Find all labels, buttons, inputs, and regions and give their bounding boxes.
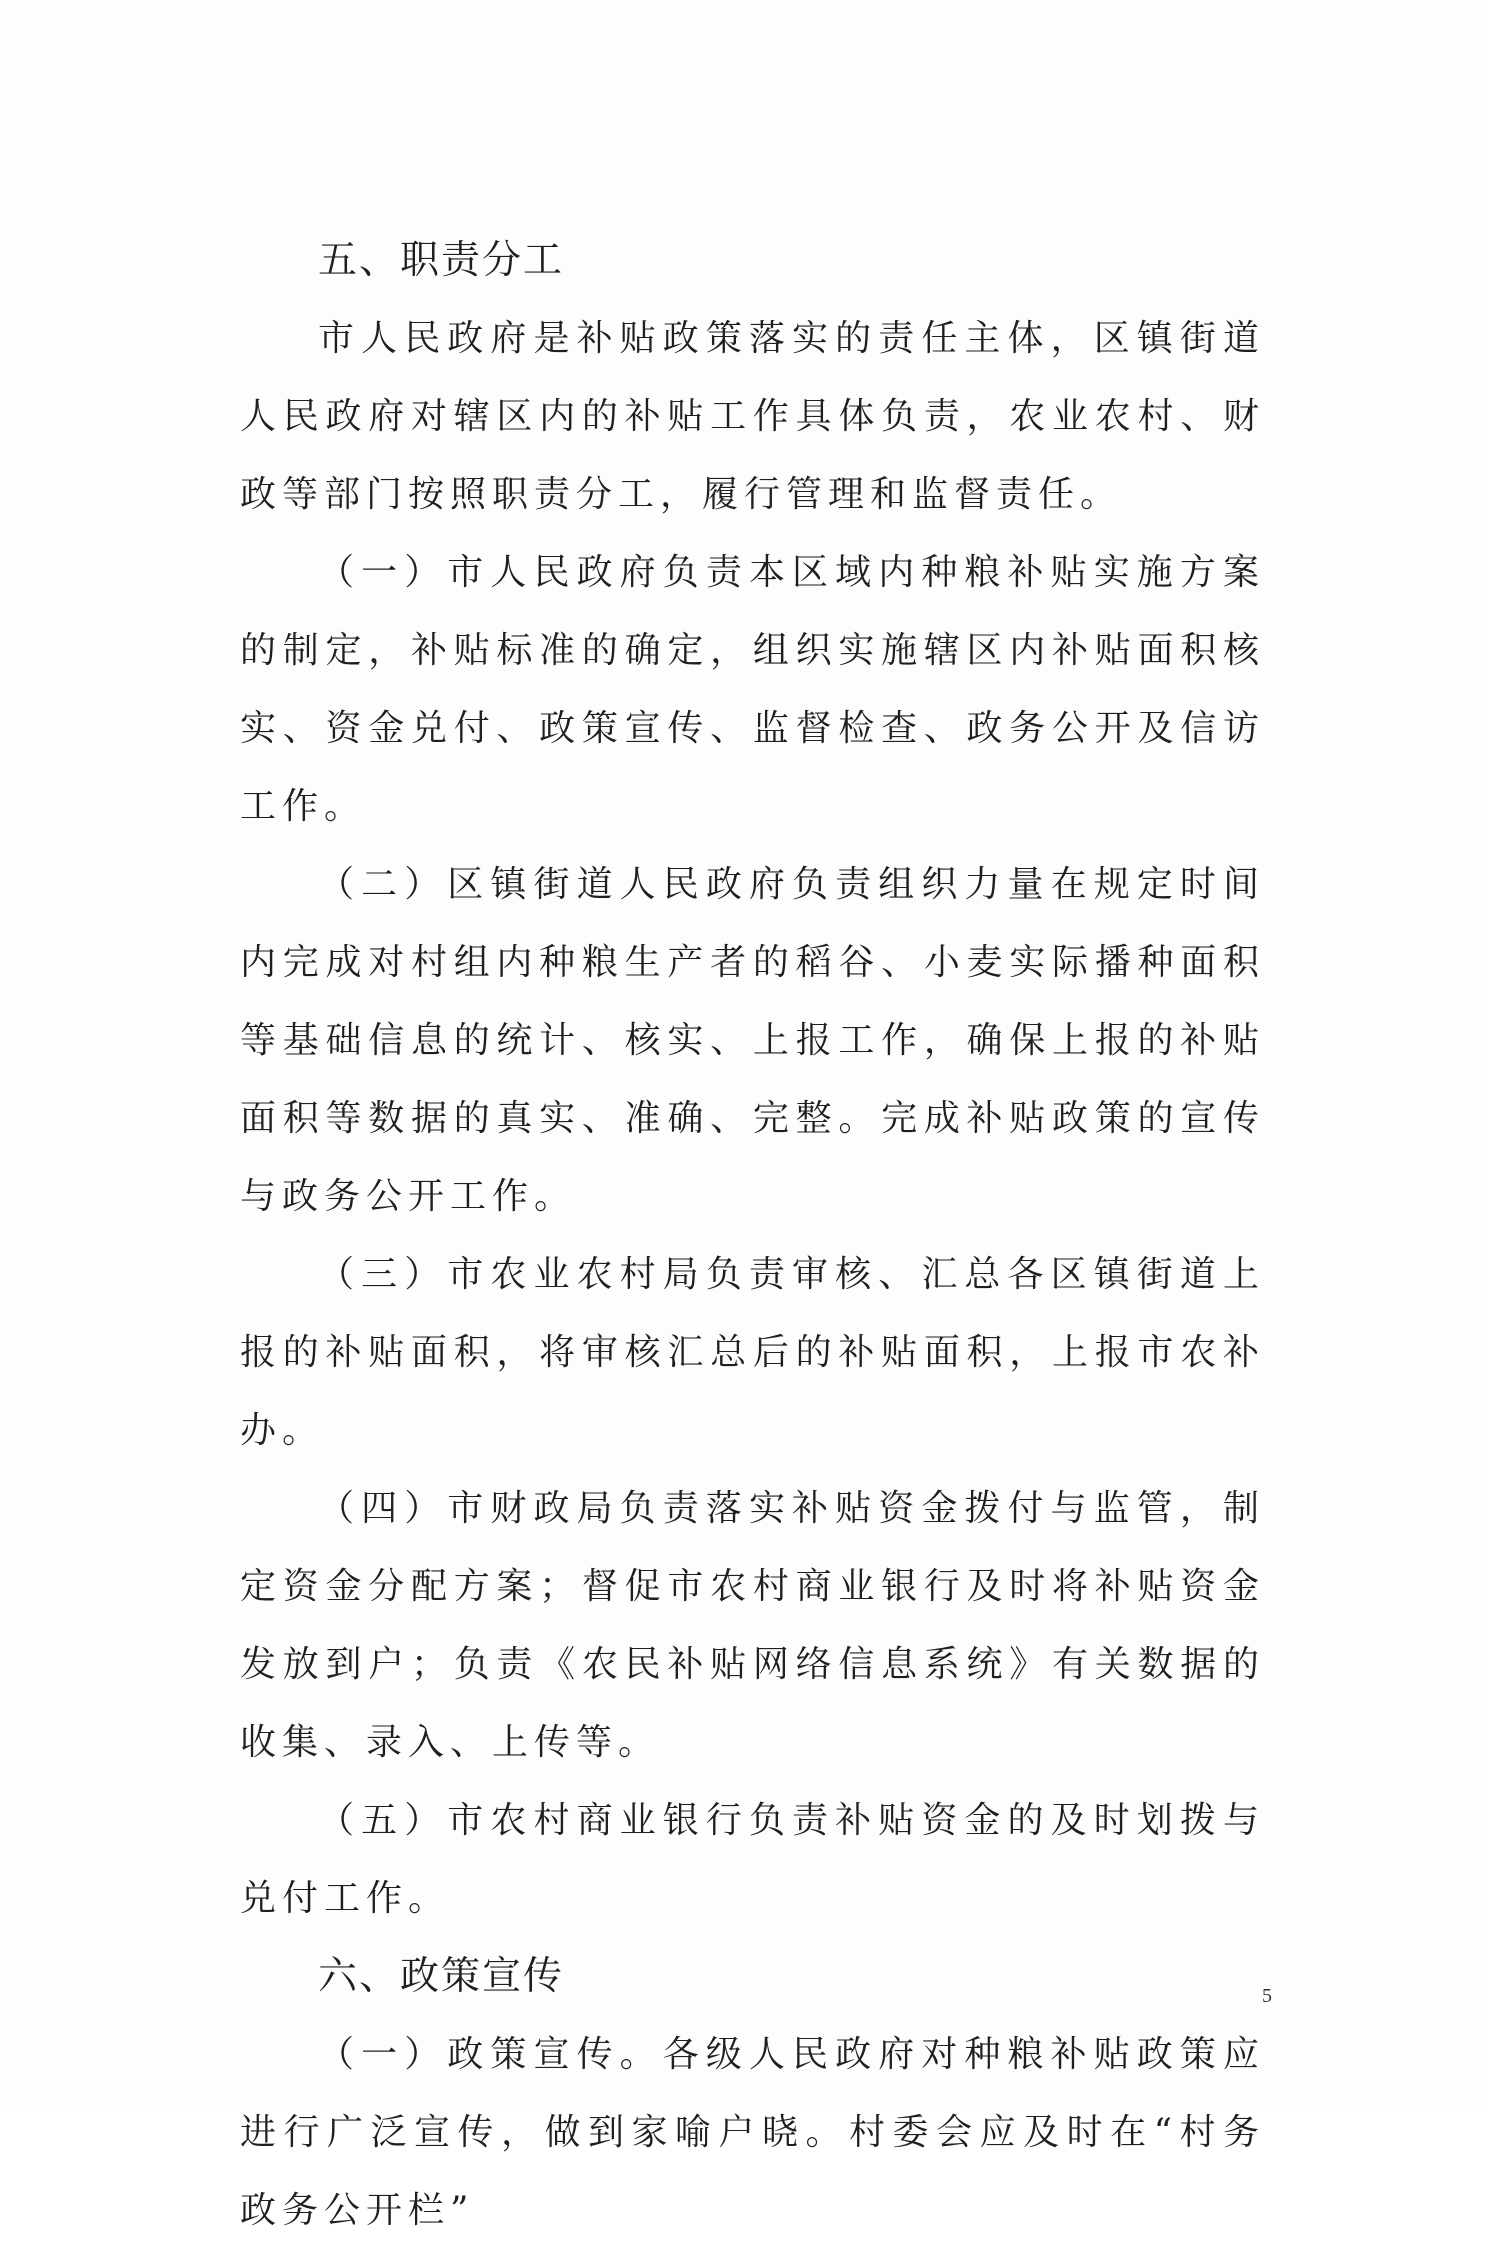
section-heading-policy-publicity: 六、政策宣传 (318, 1954, 565, 1999)
paragraph-item-4-finance-bureau: （四）市财政局负责落实补贴资金拨付与监管，制定资金分配方案；督促市农村商业银行及时将补贴资金发放到户；负责《农民补贴网络信息系统》有关数据的收集、录入、上传等。 (240, 1488, 1265, 1763)
paragraph-item-5-commercial-bank: （五）市农村商业银行负责补贴资金的及时划拨与兑付工作。 (240, 1800, 1265, 1919)
paragraph-item-3-agriculture-bureau: （三）市农业农村局负责审核、汇总各区镇街道上报的补贴面积，将审核汇总后的补贴面积，上报市农补办。 (240, 1254, 1265, 1451)
page-number: 5 (1262, 1985, 1272, 2007)
paragraph-item-1-city-government: （一）市人民政府负责本区域内种粮补贴实施方案的制定，补贴标准的确定，组织实施辖区内补贴面积核实、资金兑付、政策宣传、监督检查、政务公开及信访工作。 (240, 552, 1265, 827)
document-body (240, 222, 1265, 2250)
paragraph-responsibility-overview: 市人民政府是补贴政策落实的责任主体，区镇街道人民政府对辖区内的补贴工作具体负责，农业农村、财政等部门按照职责分工，履行管理和监督责任。 (240, 318, 1265, 515)
paragraph-item-2-district-government: （二）区镇街道人民政府负责组织力量在规定时间内完成对村组内种粮生产者的稻谷、小麦实际播种面积等基础信息的统计、核实、上报工作，确保上报的补贴面积等数据的真实、准确、完整。完成补贴政策的宣传与政务公开工作。 (240, 864, 1265, 1217)
section-heading-responsibilities: 五、职责分工 (318, 238, 565, 283)
paragraph-publicity-item-1: （一）政策宣传。各级人民政府对种粮补贴政策应进行广泛宣传，做到家喻户晓。村委会应及时在“村务政务公开栏” (240, 2034, 1265, 2231)
